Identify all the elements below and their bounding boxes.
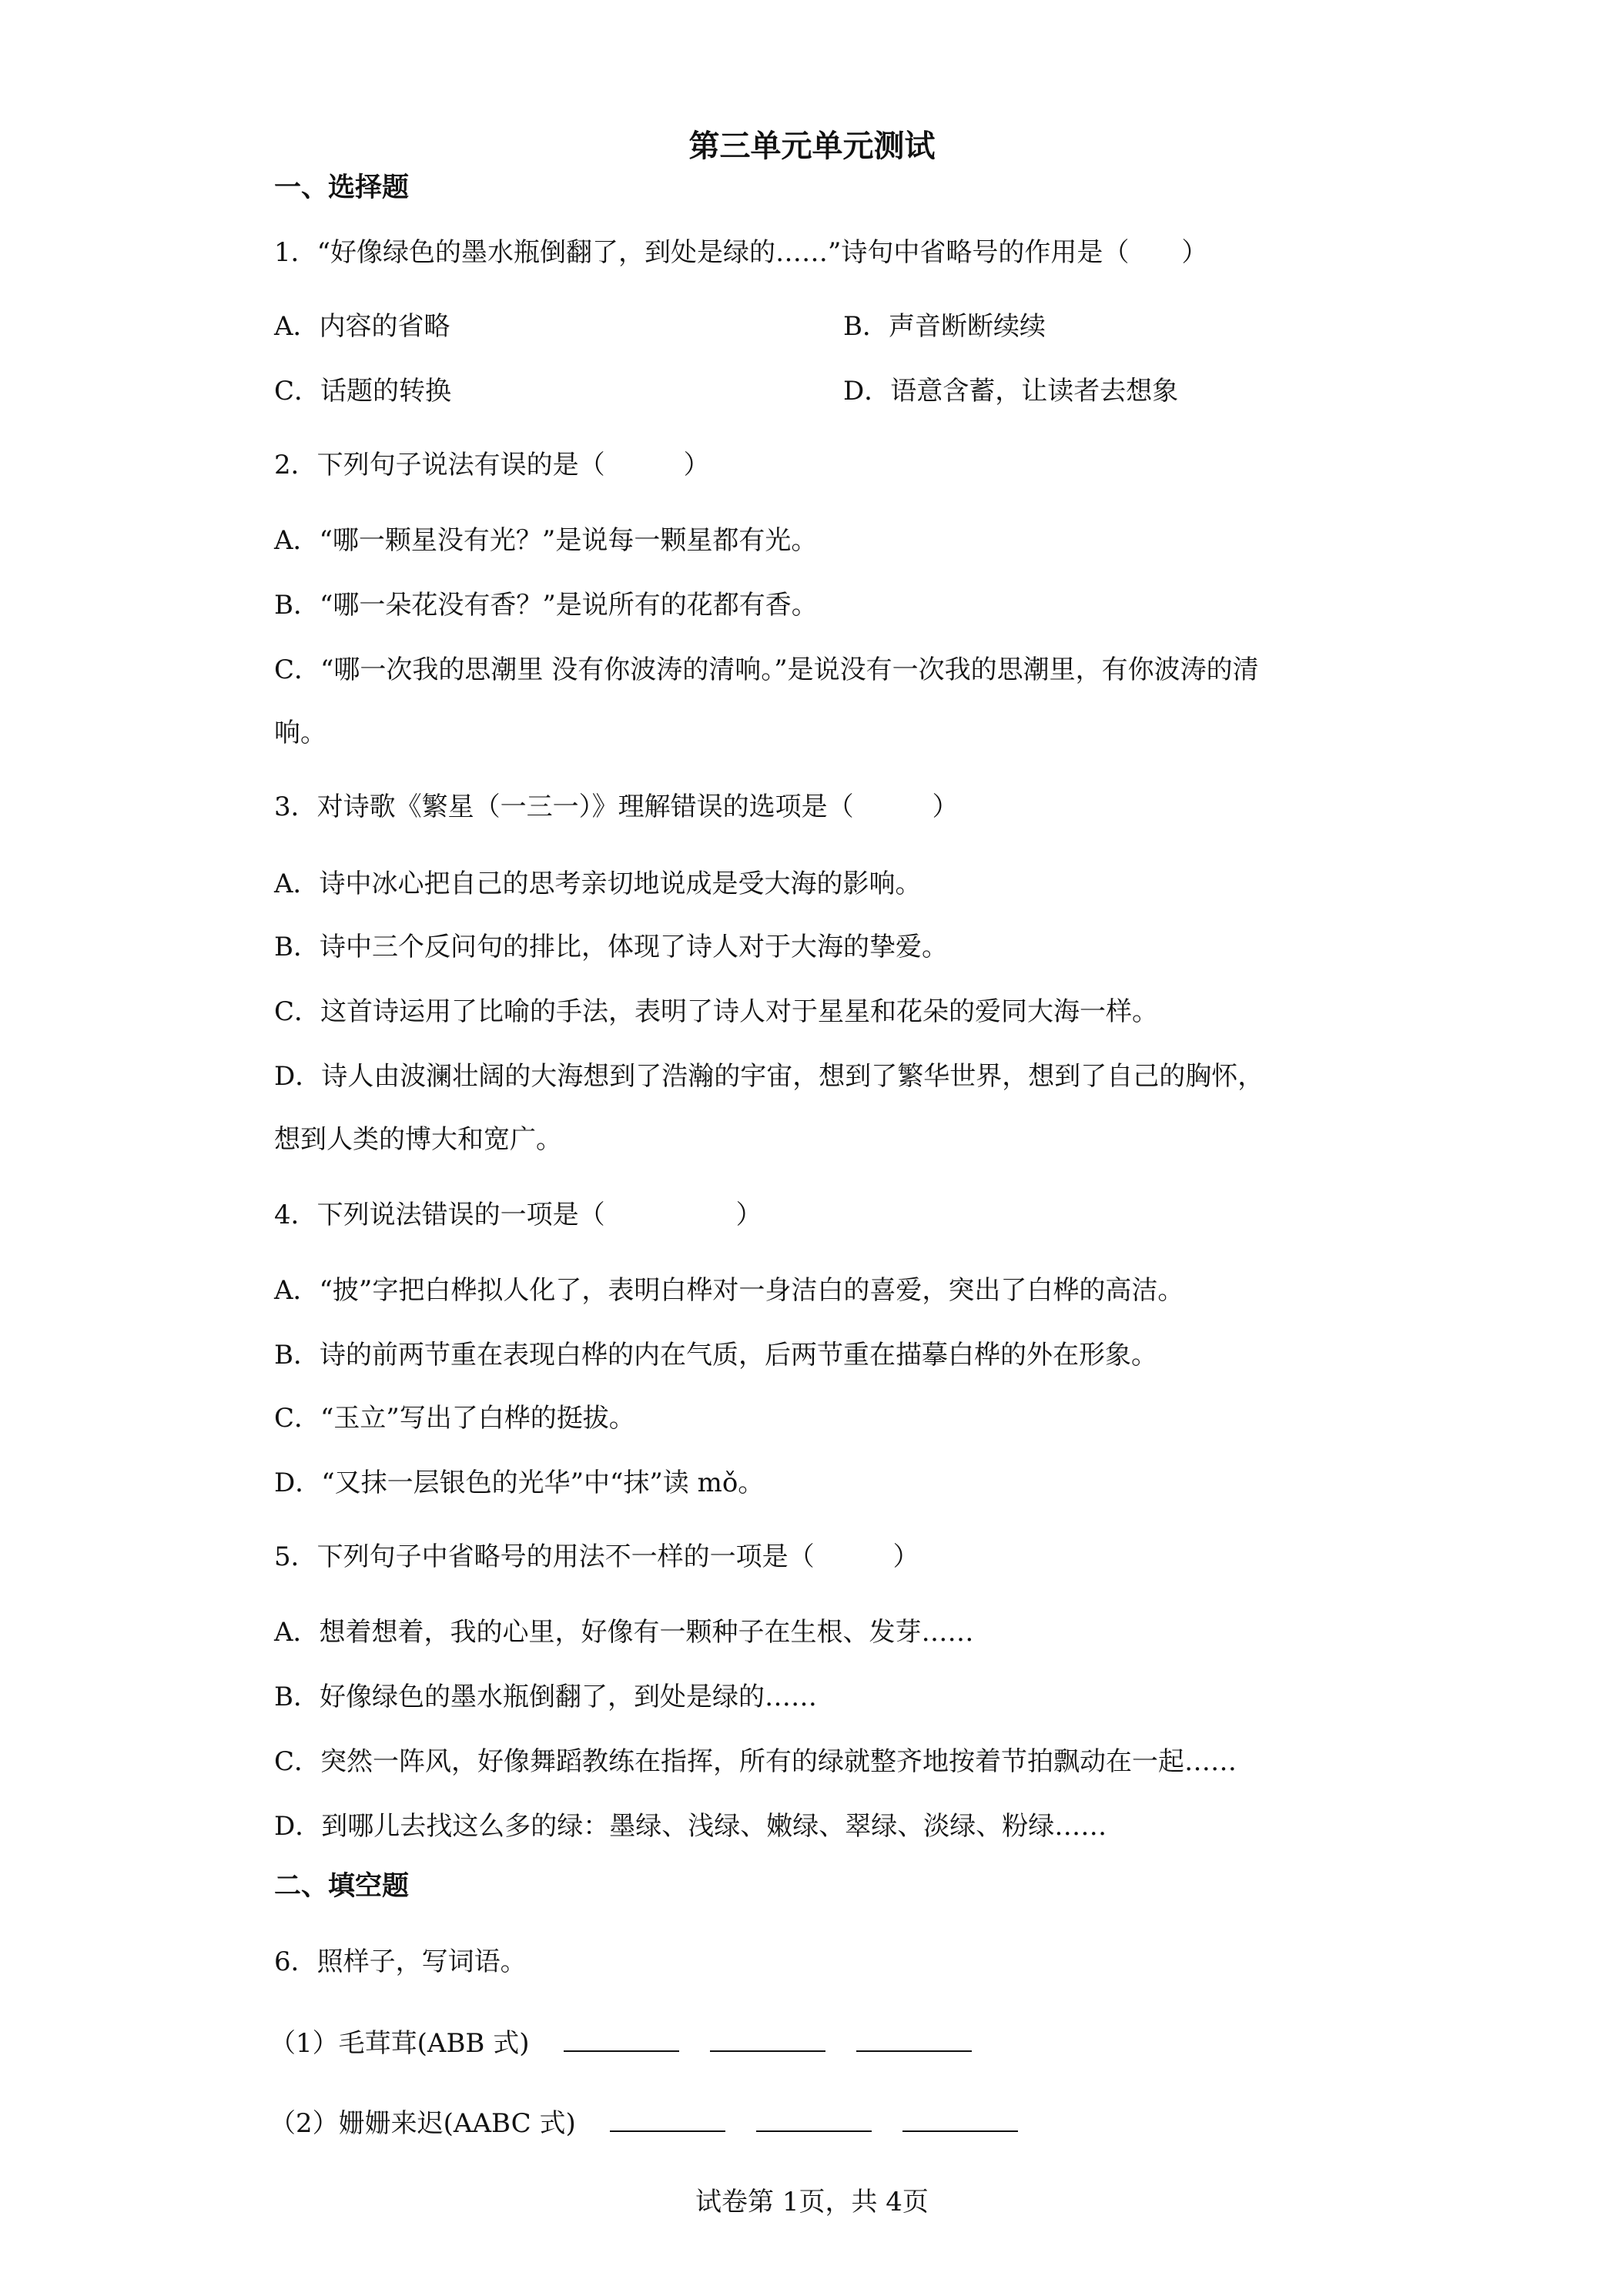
question-4-option-b: B．诗的前两节重在表现白桦的内在气质，后两节重在描摹白桦的外在形象。: [274, 1340, 1157, 1371]
question-2-option-c: C．“哪一次我的思潮里 没有你波涛的清响。”是说没有一次我的思潮里，有你波涛的清: [274, 654, 1259, 685]
question-4-option-a: A．“披”字把白桦拟人化了，表明白桦对一身洁白的喜爱，突出了白桦的高洁。: [274, 1275, 1184, 1306]
question-5-option-c: C．突然一阵风，好像舞蹈教练在指挥，所有的绿就整齐地按着节拍飘动在一起……: [274, 1746, 1237, 1777]
question-4-option-d: D．“又抹一层银色的光华”中“抹”读 mǒ。: [274, 1468, 765, 1498]
question-1-option-a: A．内容的省略: [274, 311, 450, 342]
answer-blank[interactable]: [756, 2107, 872, 2132]
question-1-stem: 1．“好像绿色的墨水瓶倒翻了，到处是绿的……”诗句中省略号的作用是（ ）: [274, 237, 1208, 268]
question-5-option-d: D．到哪儿去找这么多的绿：墨绿、浅绿、嫩绿、翠绿、淡绿、粉绿……: [274, 1811, 1107, 1842]
question-1-option-d: D．语意含蓄，让读者去想象: [843, 376, 1179, 407]
question-6-part-2: [270, 2107, 1018, 2140]
section-heading-fill: 二、填空题: [274, 1871, 410, 1902]
question-6-stem: 6．照样子，写词语。: [274, 1946, 527, 1977]
answer-blank[interactable]: [856, 2027, 972, 2052]
answer-blank[interactable]: [610, 2107, 725, 2132]
question-6-part-1-label: （1）毛茸茸(ABB 式): [270, 2028, 530, 2059]
answer-blank[interactable]: [710, 2027, 825, 2052]
question-3-stem: 3．对诗歌《繁星（一三一）》理解错误的选项是（ ）: [274, 792, 959, 822]
question-2-option-b: B．“哪一朵花没有香？”是说所有的花都有香。: [274, 590, 818, 621]
question-6-part-1: [270, 2027, 972, 2060]
question-5-option-a: A．想着想着，我的心里，好像有一颗种子在生根、发芽……: [274, 1617, 974, 1648]
answer-blank[interactable]: [564, 2027, 679, 2052]
question-2-option-a: A．“哪一颗星没有光？”是说每一颗星都有光。: [274, 525, 818, 556]
page-title: 第三单元单元测试: [688, 129, 936, 164]
question-1-option-b: B．声音断断续续: [843, 311, 1046, 342]
answer-blank[interactable]: [902, 2107, 1018, 2132]
question-1-option-c: C．话题的转换: [274, 376, 452, 407]
question-6-part-2-label: （2）姗姗来迟(AABC 式): [270, 2108, 576, 2139]
question-2-option-c-cont: 响。: [274, 718, 326, 748]
question-3-option-b: B．诗中三个反问句的排比，体现了诗人对于大海的挚爱。: [274, 932, 948, 962]
question-4-option-c: C．“玉立”写出了白桦的挺拔。: [274, 1403, 635, 1434]
question-3-option-d-cont: 想到人类的博大和宽广。: [274, 1124, 562, 1155]
question-2-stem: 2．下列句子说法有误的是（ ）: [274, 450, 710, 480]
question-3-option-c: C．这首诗运用了比喻的手法，表明了诗人对于星星和花朵的爱同大海一样。: [274, 996, 1159, 1027]
question-3-option-a: A．诗中冰心把自己的思考亲切地说成是受大海的影响。: [274, 869, 922, 899]
question-3-option-d: D．诗人由波澜壮阔的大海想到了浩瀚的宇宙，想到了繁华世界，想到了自己的胸怀，: [274, 1061, 1264, 1092]
question-4-stem: 4．下列说法错误的一项是（ ）: [274, 1200, 762, 1230]
question-5-stem: 5．下列句子中省略号的用法不一样的一项是（ ）: [274, 1541, 919, 1572]
question-5-option-b: B．好像绿色的墨水瓶倒翻了，到处是绿的……: [274, 1682, 817, 1712]
page-footer: 试卷第 1页，共 4页: [695, 2187, 929, 2217]
section-heading-choice: 一、选择题: [274, 172, 410, 203]
